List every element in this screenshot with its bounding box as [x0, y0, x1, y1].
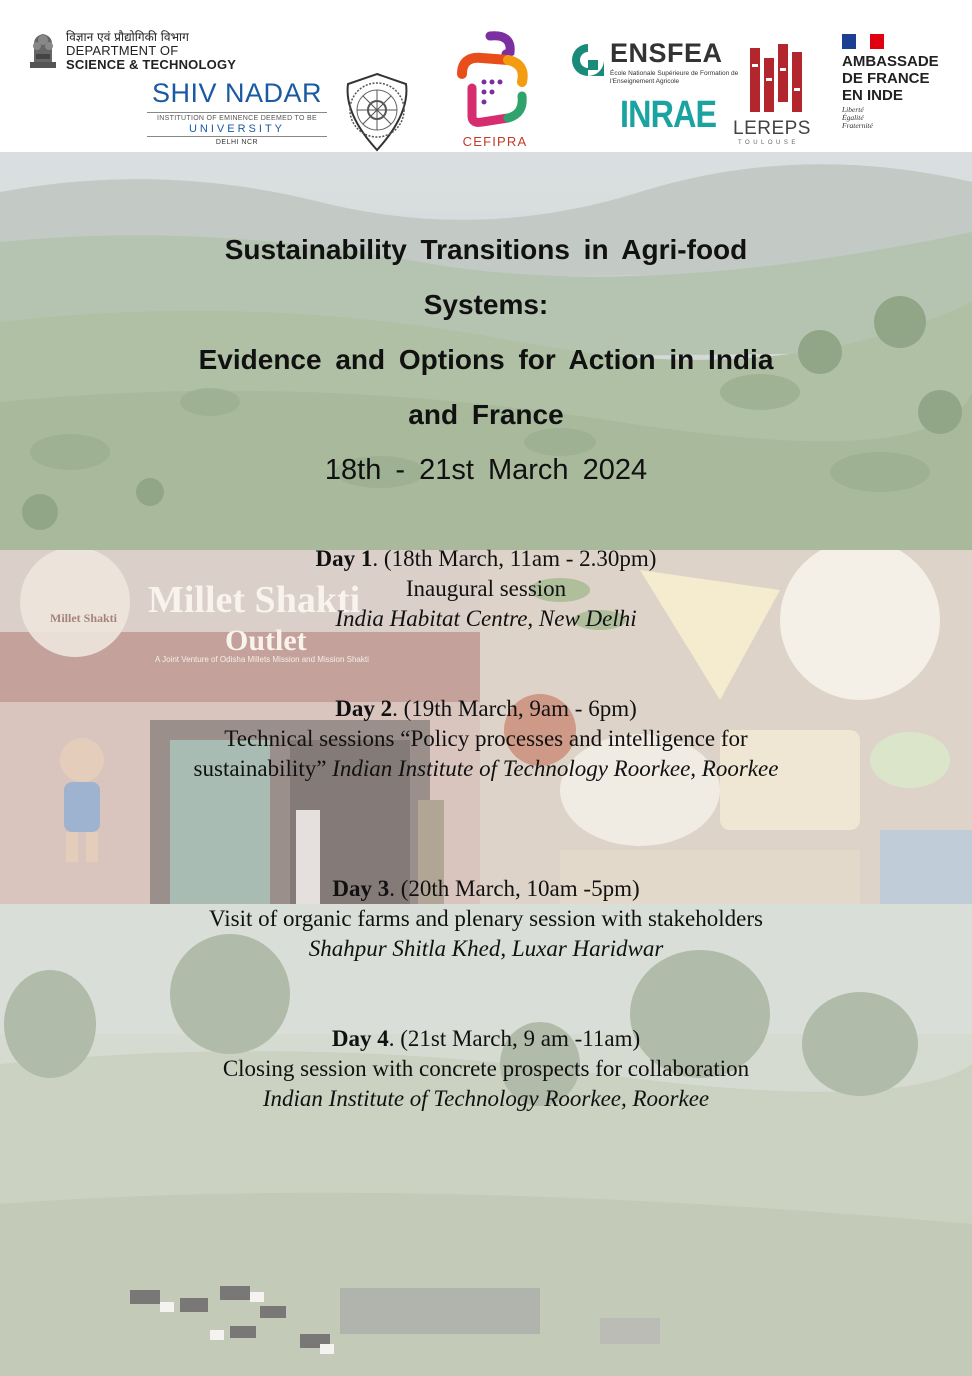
day-3-label: Day 3: [332, 876, 390, 901]
day-3-time: . (20th March, 10am -5pm): [389, 876, 640, 901]
day-1-location: India Habitat Centre, New Delhi: [335, 606, 637, 631]
day-2-label: Day 2: [335, 696, 393, 721]
title-line-4: and France: [408, 399, 564, 430]
ambassade-line3: EN INDE: [842, 87, 903, 104]
day-1-block: [100, 544, 872, 634]
iit-roorkee-seal-icon: [340, 70, 414, 154]
day-1-description: Inaugural session: [405, 576, 567, 601]
day-2-location: Indian Institute of Technology Roorkee, Roorkee: [332, 756, 779, 781]
ensfea-mark-icon: [570, 42, 606, 78]
day-4-location: Indian Institute of Technology Roorkee, Roorkee: [262, 1086, 710, 1111]
ambassade-line1: AMBASSADE: [842, 53, 939, 70]
day-3-location: Shahpur Shitla Khed, Luxar Haridwar: [308, 936, 664, 961]
lereps-mark-icon: [748, 44, 804, 116]
cefipra-logo: [452, 30, 538, 148]
title-line-2: Systems:: [423, 289, 549, 320]
dst-hindi-name: विज्ञान एवं प्रौद्योगिकी विभाग: [66, 30, 189, 44]
day-3-block: [100, 874, 872, 964]
shiv-nadar-logo: [143, 78, 331, 146]
day-1-time: . (18th March, 11am - 2.30pm): [372, 546, 657, 571]
logo-header: [0, 0, 972, 152]
french-flag-icon: [842, 34, 884, 49]
day-2-time: . (19th March, 9am - 6pm): [392, 696, 637, 721]
ensfea-name: ENSFEA: [610, 38, 723, 68]
title-line-1: Sustainability Transitions in Agri-food: [224, 234, 748, 265]
cefipra-mark-icon: [452, 30, 538, 134]
inrae-logo: INRAE: [620, 94, 717, 136]
event-dates: 18th - 21st March 2024: [324, 454, 648, 486]
snu-name: SHIV NADAR: [151, 78, 323, 108]
snu-subtitle: INSTITUTION OF EMINENCE DEEMED TO BE: [157, 115, 317, 122]
event-title-block: [86, 222, 886, 500]
snu-university: UNIVERSITY: [188, 123, 285, 135]
day-2-description-line2: sustainability”: [193, 756, 333, 781]
motto-fraternite: Fraternité: [842, 121, 873, 130]
day-2-block: [100, 694, 872, 784]
day-4-time: . (21st March, 9 am -11am): [388, 1026, 641, 1051]
title-line-3: Evidence and Options for Action in India: [198, 344, 774, 375]
national-emblem-icon: [26, 28, 60, 72]
dst-name-line1: DEPARTMENT OF: [66, 43, 179, 58]
store-sign-line2: Outlet: [225, 624, 307, 657]
day-3-description: Visit of organic farms and plenary session with stakeholders: [209, 906, 763, 931]
snu-city: DELHI NCR: [215, 139, 259, 146]
cefipra-name: CEFIPRA: [462, 134, 528, 149]
dst-name-line2: SCIENCE & TECHNOLOGY: [66, 57, 237, 72]
store-sign-sub: A Joint Venture of Odisha Millets Mission and Mission Shakti: [155, 655, 369, 664]
day-2-description-line1: Technical sessions “Policy processes and intelligence for: [224, 726, 748, 751]
lereps-city: TOULOUSE: [738, 140, 799, 146]
motto-egalite: Égalité: [842, 113, 864, 122]
lereps-name: LEREPS: [733, 118, 811, 139]
day-4-block: [100, 1024, 872, 1114]
day-1-label: Day 1: [315, 546, 373, 571]
motto-liberte: Liberté: [842, 105, 864, 114]
store-badge-label: Millet Shakti: [50, 611, 118, 625]
store-sign-line1: Millet Shakti: [148, 579, 361, 621]
day-4-label: Day 4: [331, 1026, 389, 1051]
ensfea-subtitle: École Nationale Supérieure de Formation de l'Enseignement Agricole: [610, 70, 739, 85]
ambassade-line2: DE FRANCE: [842, 70, 930, 87]
ambassade-logo: [842, 34, 966, 130]
lereps-logo: [733, 44, 828, 146]
day-4-description: Closing session with concrete prospects for collaboration: [222, 1056, 750, 1081]
